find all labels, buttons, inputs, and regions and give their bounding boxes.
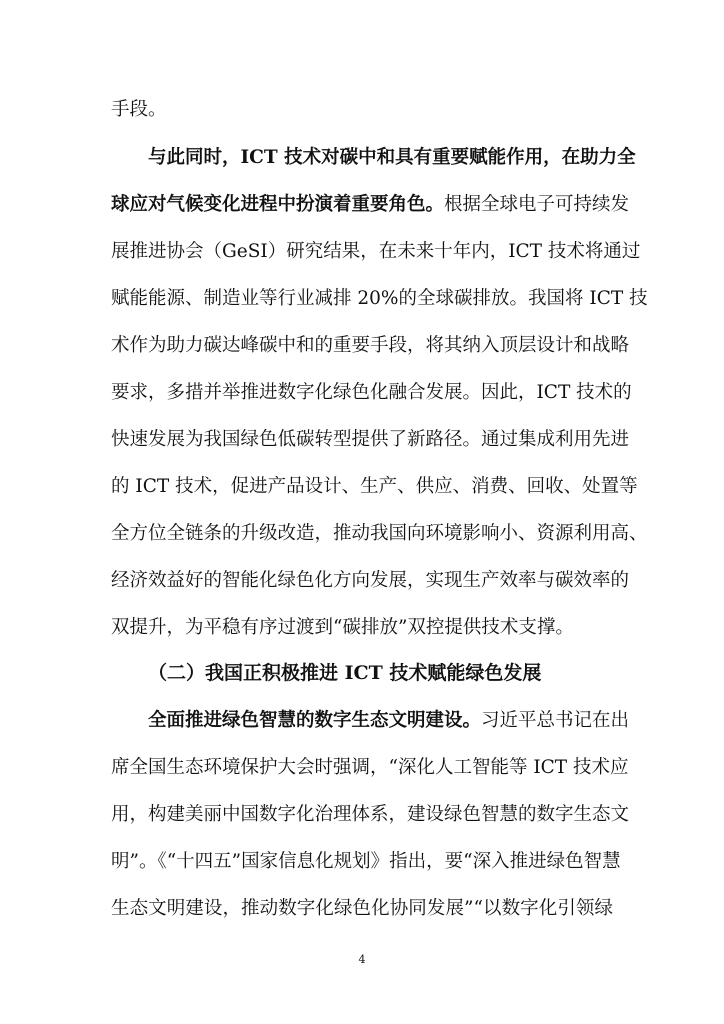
paragraph-1-line-7: 快速发展为我国绿色低碳转型提供了新路径。通过集成利用先进 [111, 429, 630, 450]
paragraph-1-line-2 [111, 190, 630, 220]
paragraph-1-line-6: 要求，多措并举推进数字化绿色化融合发展。因此，ICT 技术的 [111, 382, 632, 403]
paragraph-1-line-4: 赋能能源、制造业等行业减排 20%的全球碳排放。我国将 ICT 技 [111, 288, 648, 309]
section-heading: （二）我国正积极推进 ICT 技术赋能绿色发展 [148, 662, 542, 684]
paragraph-2-line-4: 明”。《“十四五”国家信息化规划》指出，要“深入推进绿色智慧 [111, 851, 621, 872]
paragraph-1-lead-emphasis-end: 球应对气候变化进程中扮演着重要角色。 [111, 194, 445, 215]
paragraph-1-lead-emphasis: 与此同时，ICT 技术对碳中和具有重要赋能作用，在助力全 [148, 147, 636, 168]
paragraph-2-line-1-text: 习近平总书记在出 [481, 710, 630, 731]
paragraph-1-line-2-text: 根据全球电子可持续发 [444, 194, 630, 215]
paragraph-1-line-1 [148, 143, 636, 173]
paragraph-2-lead-emphasis: 全面推进绿色智慧的数字生态文明建设。 [148, 710, 482, 731]
paragraph-intro-tail: 手段。 [111, 99, 167, 120]
paragraph-1-line-9: 全方位全链条的升级改造，推动我国向环境影响小、资源利用高、 [111, 523, 648, 544]
paragraph-1-line-10: 经济效益好的智能化绿色化方向发展，实现生产效率与碳效率的 [111, 570, 630, 591]
paragraph-2-line-1 [148, 706, 630, 736]
paragraph-1-line-11: 双提升，为平稳有序过渡到“碳排放”双控提供技术支撑。 [111, 617, 574, 638]
paragraph-2-line-5: 生态文明建设，推动数字化绿色化协同发展”“以数字化引领绿 [111, 898, 613, 919]
page-number: 4 [358, 953, 366, 966]
paragraph-1-line-3: 展推进协会（GeSI）研究结果，在未来十年内，ICT 技术将通过 [111, 241, 641, 262]
paragraph-2-line-3: 用，构建美丽中国数字化治理体系，建设绿色智慧的数字生态文 [111, 804, 630, 825]
paragraph-1-line-5: 术作为助力碳达峰碳中和的重要手段，将其纳入顶层设计和战略 [111, 335, 630, 356]
paragraph-1-line-8: 的 ICT 技术，促进产品设计、生产、供应、消费、回收、处置等 [111, 476, 638, 497]
paragraph-2-line-2: 席全国生态环境保护大会时强调，“深化人工智能等 ICT 技术应 [111, 757, 629, 778]
